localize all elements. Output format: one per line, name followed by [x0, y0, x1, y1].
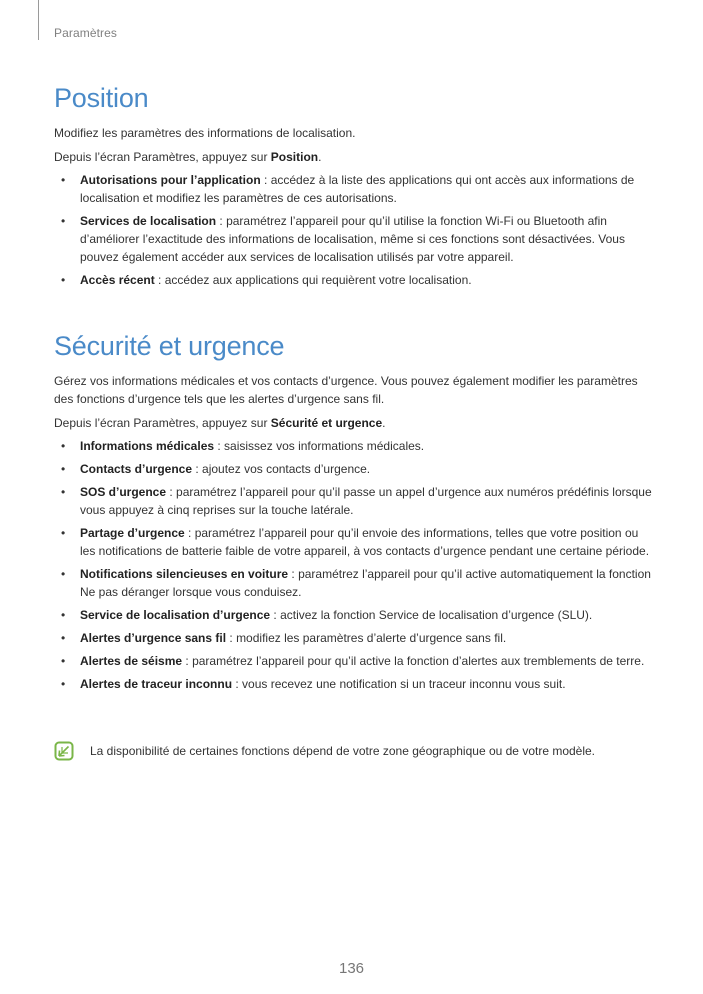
list-item — [54, 171, 654, 207]
security-intro: Gérez vos informations médicales et vos contacts d’urgence. Vous pouvez également modifier les paramètres des fonctions d’urgence tels que les alertes d’urgence sans fil. — [54, 374, 638, 406]
section-title-security: Sécurité et urgence — [54, 331, 285, 361]
item-term: Partage d’urgence — [80, 526, 185, 540]
item-term: Contacts d’urgence — [80, 462, 193, 476]
item-term: Service de localisation d’urgence — [80, 608, 271, 622]
item-term: Alertes d’urgence sans fil — [80, 631, 227, 645]
list-item — [54, 606, 654, 624]
item-desc: : accédez aux applications qui requièrent votre localisation. — [154, 273, 472, 287]
list-item — [54, 524, 654, 560]
position-path — [54, 148, 654, 166]
list-item — [54, 565, 654, 601]
list-item — [54, 483, 654, 519]
item-desc: : vous recevez une notification si un traceur inconnu vous suit. — [232, 677, 566, 691]
item-desc: : activez la fonction Service de localisation d’urgence (SLU). — [270, 608, 593, 622]
item-desc: : modifiez les paramètres d’alerte d’urgence sans fil. — [226, 631, 507, 645]
security-path — [54, 414, 654, 432]
list-item — [54, 437, 654, 455]
path-suffix: . — [318, 150, 322, 164]
header-divider — [38, 0, 39, 40]
item-desc: : accédez à la liste des applications qui ont accès aux informations de localisation et modifiez les paramètres de ces autorisations. — [80, 173, 635, 205]
item-desc: : paramétrez l’appareil pour qu’il passe un appel d’urgence aux numéros prédéfinis lorsque vous appuyez à cinq reprises sur la touche latérale. — [80, 485, 652, 517]
note-pencil-icon — [54, 741, 74, 761]
item-term: Alertes de séisme — [80, 654, 183, 668]
section-title-position: Position — [54, 83, 149, 113]
item-desc: : saisissez vos informations médicales. — [214, 439, 425, 453]
item-desc: : ajoutez vos contacts d’urgence. — [192, 462, 371, 476]
item-desc: : paramétrez l’appareil pour qu’il utilise la fonction Wi-Fi ou Bluetooth afin d’améliorer l’exactitude des informations de localisation, même si ces fonctions sont désactivées. Vous pouvez également accéder aux services de localisation utilisés par votre appareil. — [80, 214, 625, 264]
position-list — [54, 171, 654, 289]
item-term: Autorisations pour l’application — [80, 173, 261, 187]
list-item — [54, 675, 654, 693]
path-suffix: . — [382, 416, 386, 430]
path-target: Position — [270, 150, 319, 164]
item-term: Notifications silencieuses en voiture — [80, 567, 289, 581]
position-section — [54, 82, 654, 289]
item-term: Services de localisation — [80, 214, 217, 228]
list-item — [54, 652, 654, 670]
item-term: Informations médicales — [80, 439, 215, 453]
security-list — [54, 437, 654, 693]
note-text: La disponibilité de certaines fonctions dépend de votre zone géographique ou de votre modèle. — [90, 744, 596, 758]
breadcrumb: Paramètres — [54, 26, 118, 40]
item-term: Alertes de traceur inconnu — [80, 677, 233, 691]
security-section — [54, 330, 654, 693]
item-term: SOS d’urgence — [80, 485, 167, 499]
note-callout — [54, 741, 674, 761]
path-prefix: Depuis l’écran Paramètres, appuyez sur — [54, 150, 271, 164]
item-desc: : paramétrez l’appareil pour qu’il active la fonction d’alertes aux tremblements de terre. — [182, 654, 645, 668]
position-intro: Modifiez les paramètres des informations de localisation. — [54, 126, 356, 140]
list-item — [54, 460, 654, 478]
item-desc: : paramétrez l’appareil pour qu’il active automatiquement la fonction Ne pas déranger lorsque vous conduisez. — [80, 567, 651, 599]
list-item — [54, 629, 654, 647]
path-prefix: Depuis l’écran Paramètres, appuyez sur — [54, 416, 271, 430]
list-item — [54, 271, 654, 289]
list-item — [54, 212, 654, 266]
path-target: Sécurité et urgence — [270, 416, 383, 430]
page-number: 136 — [338, 960, 365, 977]
item-desc: : paramétrez l’appareil pour qu’il envoie des informations, telles que votre position ou les notifications de batterie faible de votre appareil, à vos contacts d’urgence pendant une certaine période. — [80, 526, 650, 558]
item-term: Accès récent — [80, 273, 155, 287]
